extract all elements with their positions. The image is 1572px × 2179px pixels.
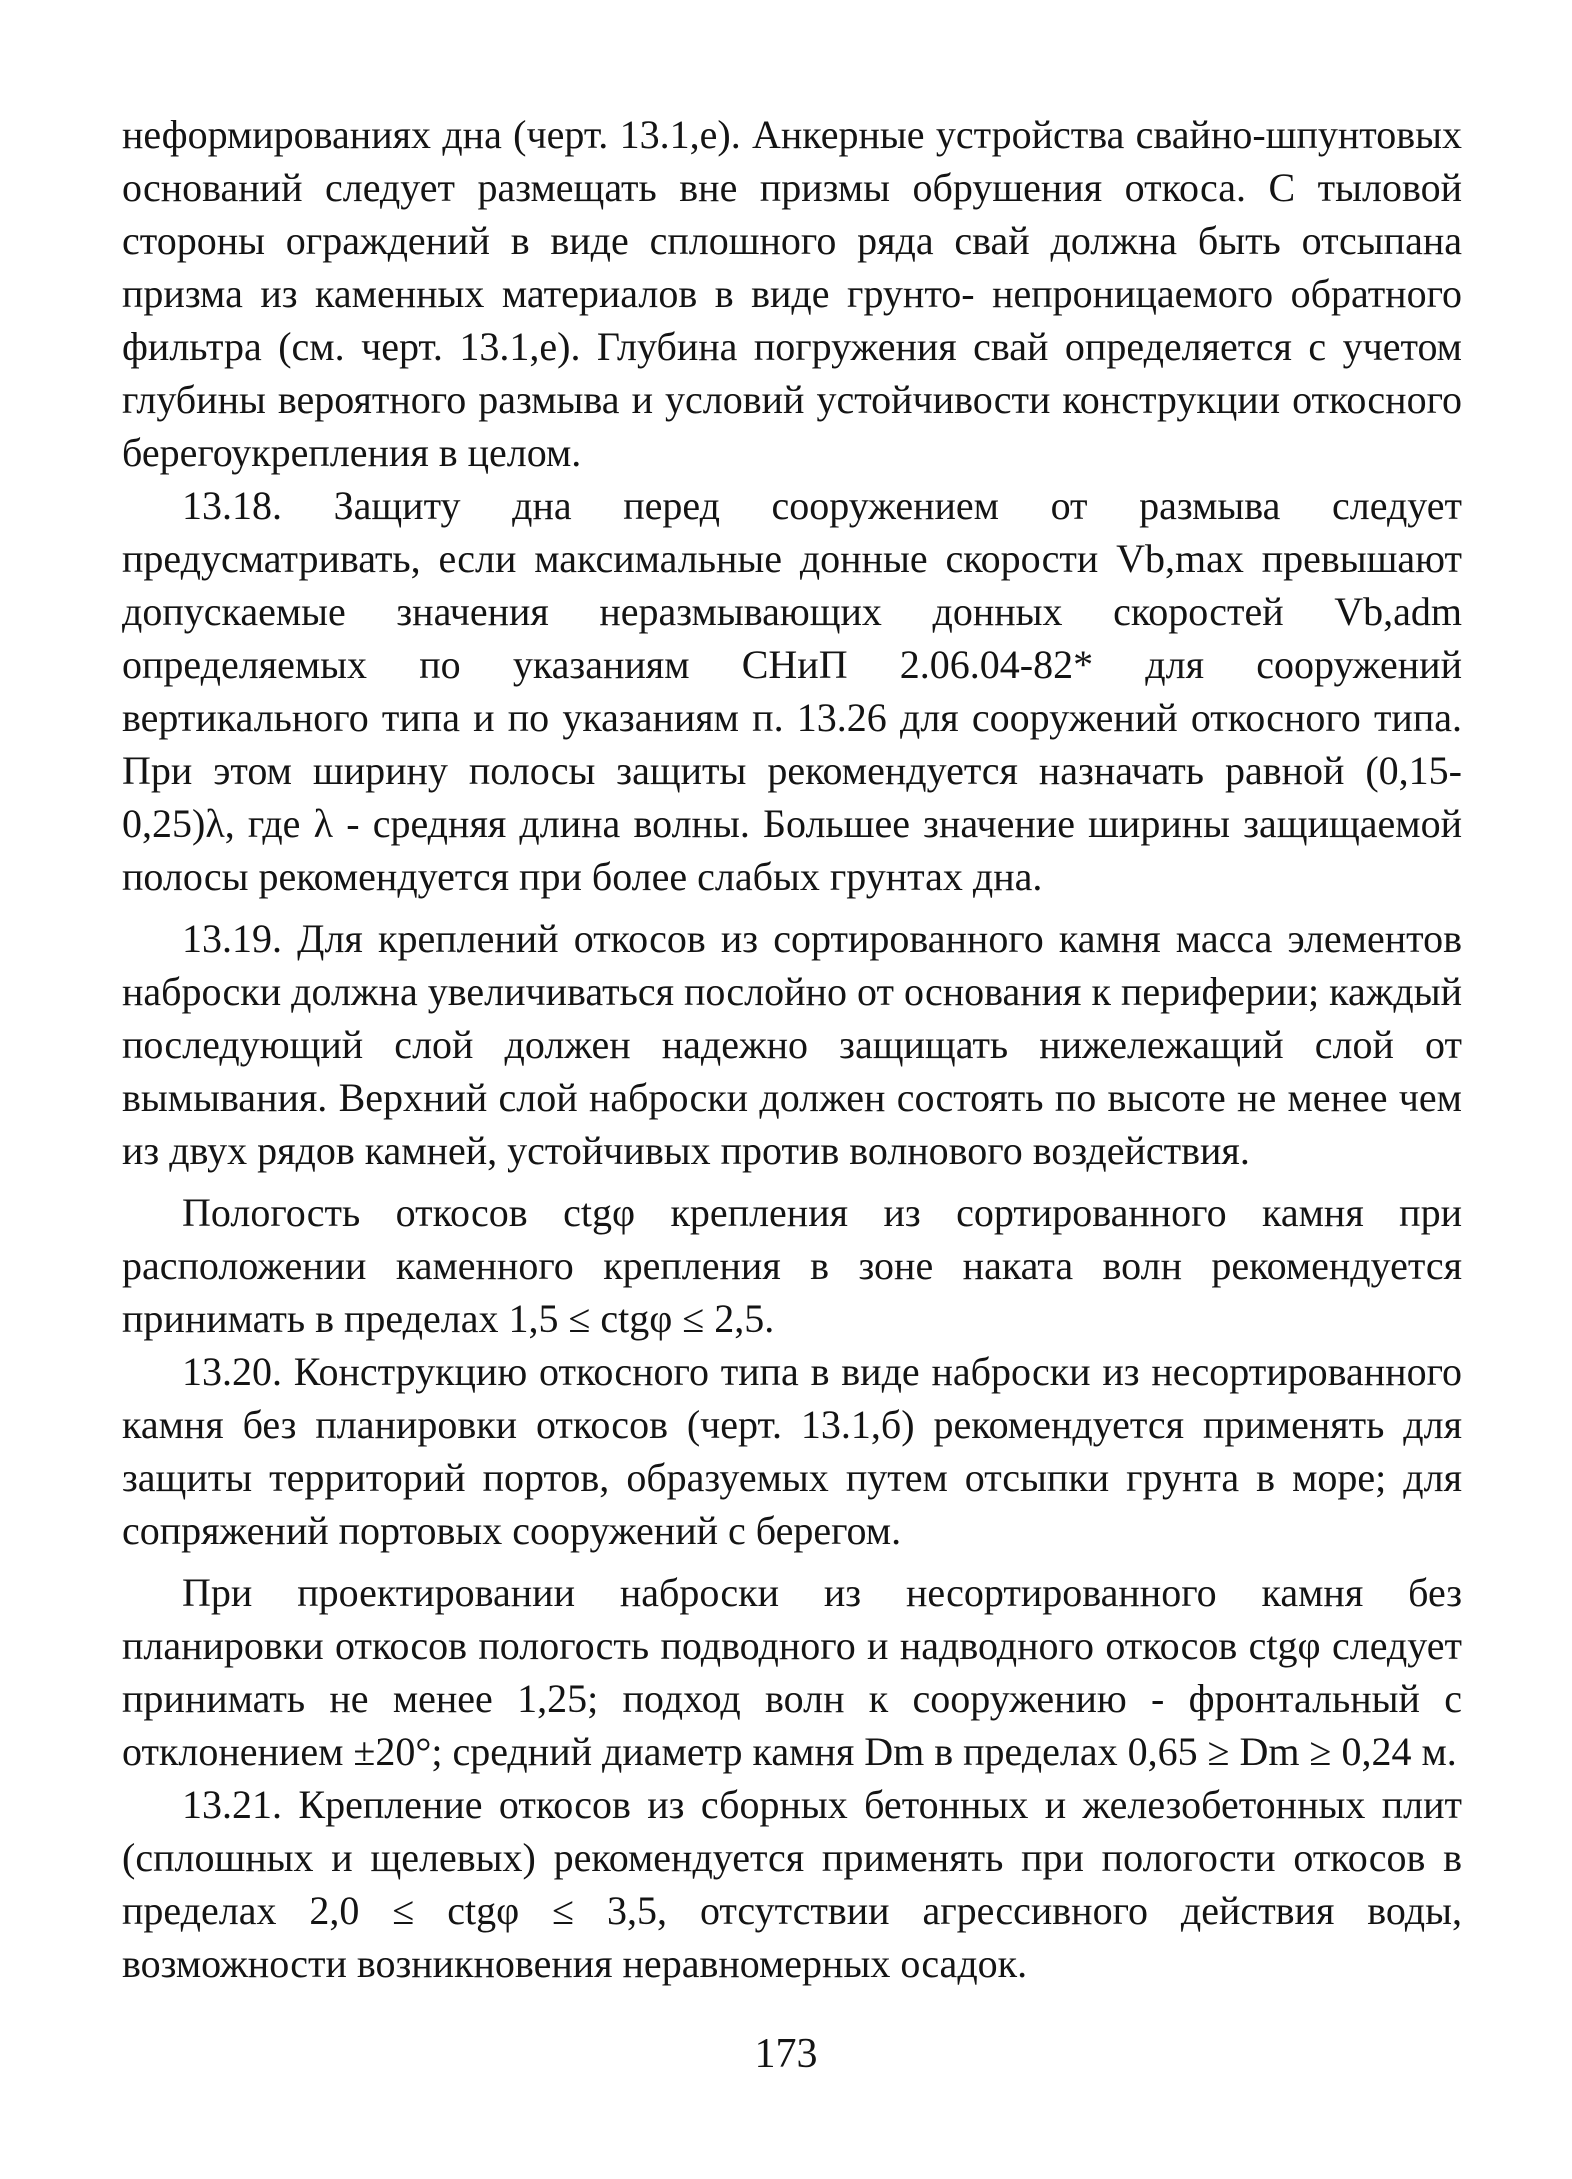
paragraph-design: При проектировании наброски из несортированного камня без планировки откосов пологость подводного и надводного откосов ctgφ следует принимать не менее 1,25; подход волн к сооружению - фронтальный с отклонением ±20°; средний диаметр камня Dm в пределах 0,65 ≥ Dm ≥ 0,24 м.: [122, 1570, 1462, 1774]
paragraph-13-18: 13.18. Защиту дна перед сооружением от размыва следует предусматривать, если максимальные донные скорости Vb,max превышают допускаемые значения неразмывающих донных скоростей Vb,adm определяемых по указаниям СНиП 2.06.04-82* для сооружений вертикального типа и по указаниям п. 13.26 для сооружений откосного типа. При этом ширину полосы защиты рекомендуется назначать равной (0,15-0,25)λ, где λ - средняя длина волны. Большее значение ширины защищаемой полосы рекомендуется при более слабых грунтах дна.: [122, 483, 1462, 899]
paragraph-13-19: 13.19. Для креплений откосов из сортированного камня масса элементов наброски должна увеличиваться послойно от основания к периферии; каждый последующий слой должен надежно защищать нижележащий слой от вымывания. Верхний слой наброски должен состоять по высоте не менее чем из двух рядов камней, устойчивых против волнового воздействия.: [122, 916, 1462, 1173]
paragraph-13-20: 13.20. Конструкцию откосного типа в виде наброски из несортированного камня без планировки откосов (черт. 13.1,б) рекомендуется применять для защиты территорий портов, образуемых путем отсыпки грунта в море; для сопряжений портовых сооружений с берегом.: [122, 1349, 1462, 1553]
paragraph-slope: Пологость откосов ctgφ крепления из сортированного камня при расположении каменного крепления в зоне наката волн рекомендуется принимать в пределах 1,5 ≤ ctgφ ≤ 2,5.: [122, 1190, 1462, 1341]
page-number: 173: [754, 2031, 818, 2077]
paragraph-13-21: 13.21. Крепление откосов из сборных бетонных и железобетонных плит (сплошных и щелевых) рекомендуется применять при пологости откосов в пределах 2,0 ≤ ctgφ ≤ 3,5, отсутствии агрессивного действия воды, возможности возникновения неравномерных осадок.: [122, 1782, 1462, 1986]
paragraph-continuation: неформированиях дна (черт. 13.1,е). Анкерные устройства свайно-шпунтовых оснований следует размещать вне призмы обрушения откоса. С тыловой стороны ограждений в виде сплошного ряда свай должна быть отсыпана призма из каменных материалов в виде грунто- непроницаемого обратного фильтра (см. черт. 13.1,е). Глубина погружения свай определяется с учетом глубины вероятного размыва и условий устойчивости конструкции откосного берегоукрепления в целом.: [122, 112, 1462, 475]
document-body: [122, 108, 1462, 1990]
